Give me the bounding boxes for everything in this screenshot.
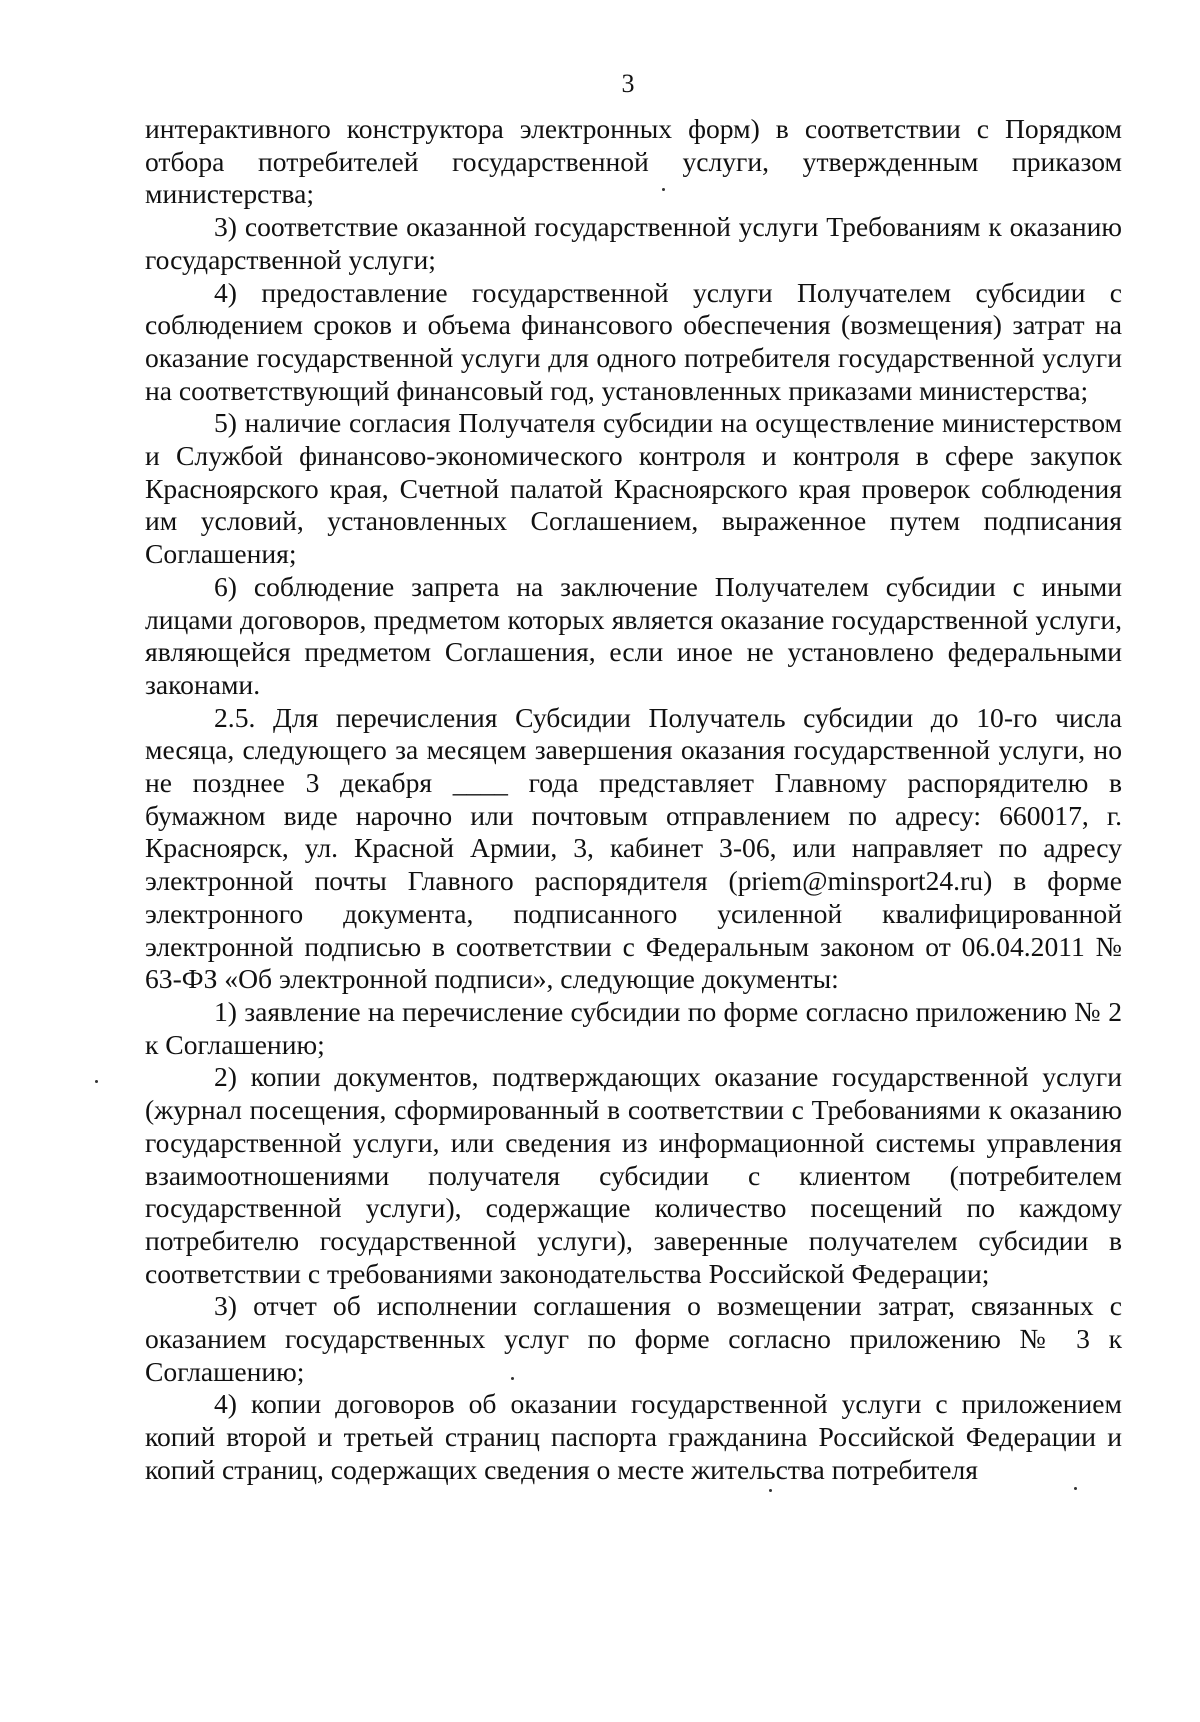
paragraph-document-1: 1) заявление на перечисление субсидии по форме согласно приложению № 2 к Соглашению;: [145, 995, 1122, 1060]
paragraph-section-2-5: 2.5. Для перечисления Субсидии Получатель субсидии до 10-го числа месяца, следующего за месяцем завершения оказания государственной услуги, но не позднее 3 декабря ____ года представляет Главному распорядителю в бумажном виде нарочно или почтовым отправлением по адресу: 660017, г. Красноярск, ул. Красной Армии, 3, кабинет 3-06, или направляет по адресу электронной почты Главного распорядителя (priem@minsport24.ru) в форме электронного документа, подписанного усиленной квалифицированной электронной подписью в соответствии с Федеральным законом от 06.04.2011 № 63-ФЗ «Об электронной подписи», следующие документы:: [145, 701, 1122, 995]
scan-speck: [95, 1080, 98, 1083]
paragraph-item-3: 3) соответствие оказанной государственной услуги Требованиям к оказанию государственной услуги;: [145, 211, 1122, 275]
paragraph-item-6: 6) соблюдение запрета на заключение Получателем субсидии с иными лицами договоров, предметом которых является оказание государственной услуги, являющейся предметом Соглашения, если иное не установлено федеральными законами.: [145, 570, 1122, 700]
paragraph-document-4: 4) копии договоров об оказании государственной услуги с приложением копий второй и третьей страниц паспорта гражданина Российской Федерации и копий страниц, содержащих сведения о месте жительства потребителя: [145, 1388, 1122, 1485]
paragraph-item-5: 5) наличие согласия Получателя субсидии на осуществление министерством и Службой финансово-экономического контроля и контроля в сфере закупок Красноярского края, Счетной палатой Красноярского края проверок соблюдения им условий, установленных Соглашением, выраженное путем подписания Соглашения;: [145, 407, 1122, 570]
page-number: 3: [621, 69, 635, 98]
scan-speck: [511, 1377, 514, 1380]
scan-speck: [662, 188, 665, 191]
paragraph-document-3: 3) отчет об исполнении соглашения о возмещении затрат, связанных с оказанием государственных услуг по форме согласно приложению № 3 к Соглашению;: [145, 1290, 1122, 1387]
scan-speck: [1074, 1487, 1077, 1490]
document-body: [145, 113, 1122, 1487]
paragraph-continuation: интерактивного конструктора электронных форм) в соответствии с Порядком отбора потребителей государственной услуги, утвержденным приказом министерства;: [145, 113, 1122, 210]
paragraph-document-2: 2) копии документов, подтверждающих оказание государственной услуги (журнал посещения, сформированный в соответствии с Требованиями к оказанию государственной услуги, или сведения из информационной системы управления взаимоотношениями получателя субсидии с клиентом (потребителем государственной услуги), содержащие количество посещений по каждому потребителю государственной услуги), заверенные получателем субсидии в соответствии с требованиями законодательства Российской Федерации;: [145, 1061, 1122, 1289]
paragraph-item-4: 4) предоставление государственной услуги Получателем субсидии с соблюдением сроков и объема финансового обеспечения (возмещения) затрат на оказание государственной услуги для одного потребителя государственной услуги на соответствующий финансовый год, установленных приказами министерства;: [145, 276, 1122, 406]
scan-speck: [769, 1489, 772, 1492]
